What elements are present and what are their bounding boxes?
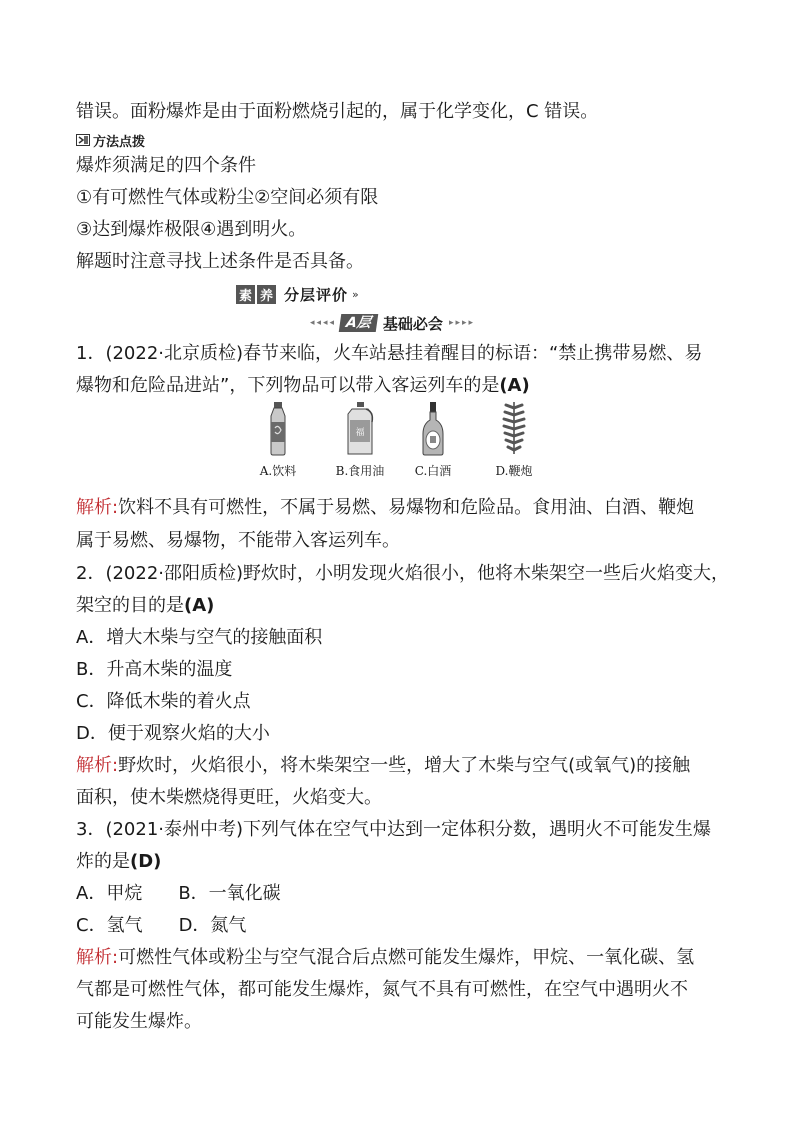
explanation-line: 可能发生爆炸。 bbox=[76, 1011, 202, 1032]
option-a: A．增大木柴与空气的接触面积 bbox=[76, 627, 323, 648]
tip-heading-label: 方法点拨 bbox=[93, 134, 146, 150]
level-header bbox=[310, 313, 475, 333]
level-badge: A层 bbox=[339, 314, 378, 332]
option-b: B．升高木柴的温度 bbox=[76, 659, 233, 680]
explanation-line: 解析:可燃性气体或粉尘与空气混合后点燃可能发生爆炸，甲烷、一氧化碳、氢 bbox=[76, 947, 695, 968]
explanation-label: 解析: bbox=[76, 947, 119, 968]
question-3-line: 3．(2021·泰州中考)下列气体在空气中达到一定体积分数，遇明火不可能发生爆 bbox=[76, 819, 712, 840]
tip-line: 解题时注意寻找上述条件是否具备。 bbox=[76, 251, 364, 272]
answer: (D) bbox=[130, 851, 162, 872]
answer: (A) bbox=[499, 375, 530, 396]
drink-bottle-icon bbox=[263, 400, 293, 456]
level-dots-left: ◂◂◂◂ bbox=[310, 318, 337, 328]
firecracker-icon bbox=[498, 400, 530, 456]
option-caption: A.饮料 bbox=[259, 464, 297, 478]
question-2-line: 2．(2022·邵阳质检)野炊时，小明发现火焰很小，他将木柴架空一些后火焰变大， bbox=[76, 563, 730, 584]
explanation-label: 解析: bbox=[76, 497, 119, 518]
level-title: 基础必会 bbox=[382, 314, 443, 333]
option-oil-figure bbox=[325, 400, 395, 479]
method-tip-icon bbox=[76, 134, 90, 146]
explanation-line: 属于易燃、易爆物，不能带入客运列车。 bbox=[76, 530, 400, 551]
options-ab: A．甲烷 B．一氧化碳 bbox=[76, 883, 281, 904]
section-banner bbox=[236, 283, 359, 305]
tip-heading bbox=[76, 131, 145, 149]
option-c: C．降低木柴的着火点 bbox=[76, 691, 251, 712]
section-arrows: » bbox=[352, 287, 359, 301]
explanation-label: 解析: bbox=[76, 755, 119, 776]
tip-line: 爆炸须满足的四个条件 bbox=[76, 155, 256, 176]
question-1-line: 1．(2022·北京质检)春节来临，火车站悬挂着醒目的标语：“禁止携带易燃、易 bbox=[76, 343, 703, 364]
option-firecracker-figure bbox=[479, 400, 549, 479]
option-caption: B.食用油 bbox=[335, 464, 385, 478]
option-drink-figure bbox=[243, 400, 313, 479]
banner-square: 素 bbox=[236, 285, 255, 304]
question-1-line: 爆物和危险品进站”，下列物品可以带入客运列车的是(A) bbox=[76, 375, 530, 396]
answer: (A) bbox=[184, 595, 215, 616]
svg-text:福: 福 bbox=[355, 428, 365, 438]
option-caption: C.白酒 bbox=[414, 464, 452, 478]
level-dots-right: ▸▸▸▸ bbox=[448, 318, 476, 328]
text-line: 错误。面粉爆炸是由于面粉燃烧引起的，属于化学变化，C 错误。 bbox=[76, 101, 599, 122]
option-d: D．便于观察火焰的大小 bbox=[76, 723, 270, 744]
tip-line: ③达到爆炸极限④遇到明火。 bbox=[76, 219, 307, 240]
question-2-line: 架空的目的是(A) bbox=[76, 595, 215, 616]
explanation-line: 气都是可燃性气体，都可能发生爆炸，氮气不具有可燃性，在空气中遇明火不 bbox=[76, 979, 688, 1000]
question-3-line: 炸的是(D) bbox=[76, 851, 162, 872]
liquor-bottle-icon bbox=[418, 400, 448, 456]
tip-line: ①有可燃性气体或粉尘②空间必须有限 bbox=[76, 187, 379, 208]
option-liquor-figure bbox=[398, 400, 468, 479]
explanation-line: 面积，使木柴燃烧得更旺，火焰变大。 bbox=[76, 787, 382, 808]
option-caption: D.鞭炮 bbox=[495, 464, 533, 478]
section-title: 分层评价 bbox=[284, 285, 349, 304]
options-cd: C．氢气 D．氮气 bbox=[76, 915, 247, 936]
explanation-line: 解析:野炊时，火焰很小，将木柴架空一些，增大了木柴与空气(或氧气)的接触 bbox=[76, 755, 691, 776]
banner-square: 养 bbox=[257, 285, 276, 304]
explanation-line: 解析:饮料不具有可燃性，不属于易燃、易爆物和危险品。食用油、白酒、鞭炮 bbox=[76, 497, 695, 518]
oil-bottle-icon bbox=[342, 400, 378, 456]
